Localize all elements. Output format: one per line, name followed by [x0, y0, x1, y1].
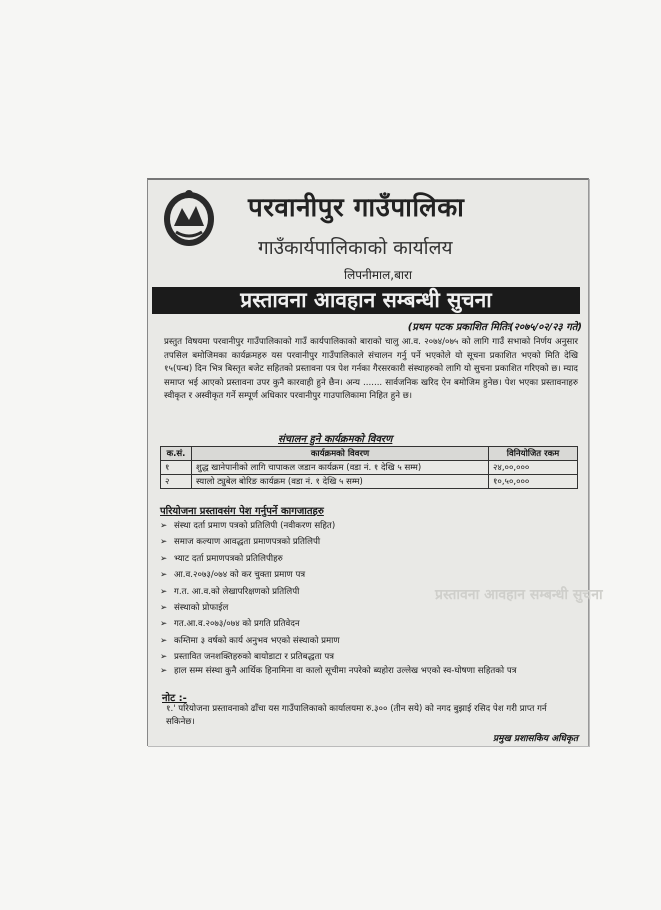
list-item: ➢ कम्तिमा ३ वर्षको कार्य अनुभव भएको संस्थाको प्रमाण — [160, 633, 578, 649]
documents-title: परियोजना प्रस्तावसंग पेश गर्नुपर्ने कागजातहरु — [160, 506, 324, 517]
table-cell-amount: २४,००,००० — [489, 461, 578, 475]
nepal-emblem-icon — [162, 188, 216, 248]
list-item: ➢ समाज कल्याण आवद्धता प्रमाणपत्रको प्रतिलिपी — [160, 534, 578, 550]
publication-date: (प्रथम पटक प्रकाशित मितिः(२०७५/०२/२३ गते) — [407, 322, 582, 333]
arrow-bullet-icon: ➢ — [160, 666, 168, 676]
column-header-amount: विनियोजित रकम — [489, 447, 578, 461]
table-row — [161, 461, 578, 475]
newspaper-clipping — [147, 178, 603, 746]
office-address: लिपनीमाल,बारा — [344, 268, 413, 282]
column-header-description: कार्यक्रमको विवरण — [192, 447, 489, 461]
arrow-bullet-icon: ➢ — [160, 570, 168, 581]
note-title: नोट :- — [162, 693, 187, 704]
table-header-row — [161, 447, 578, 461]
arrow-bullet-icon: ➢ — [160, 537, 168, 548]
note-text: १.' परियोजना प्रस्तावनाको ढाँचा यस गाउँपालिकाको कार्यालयमा रु.३०० (तीन सये) को नगद बुझाई रसिद पेश गरी प्राप्त गर्न सकिनेछ। — [166, 704, 547, 728]
program-table — [160, 446, 578, 489]
table-cell-sn: २ — [161, 475, 192, 489]
table-row — [161, 475, 578, 489]
list-item-last: ➢ हाल सम्म संस्था कुनै आर्थिक हिनामिना वा कालो सूचीमा नपरेको ब्यहोरा उल्लेख भएको स्व-घोषणा सहितको पत्र — [160, 666, 517, 676]
office-name: गाउँकार्यपालिकाको कार्यालय — [258, 237, 453, 259]
column-header-sn: क.सं. — [161, 447, 192, 461]
list-item: ➢ संस्थाको प्रोफाईल — [160, 600, 578, 616]
program-table-title: संचालन हुने कार्यक्रमको विवरण — [278, 434, 393, 445]
arrow-bullet-icon: ➢ — [160, 635, 168, 646]
arrow-bullet-icon: ➢ — [160, 553, 168, 564]
notice-body: प्रस्तुत विषयमा परवानीपुर गाउँपालिकाको गाउँ कार्यपालिकाको बाराको चालु आ.व. २०७४/०७५ को लागि गाउँ सभाको निर्णय अनुसार तपसिल बमोजिमका कार्यक्रमहरु यस परवानीपुर गाउँपालिकाले संचालन गर्नु पर्ने भएकोले यो सूचना प्रकाशित भएको मिति देखि १५(पन्ध) दिन भित्र बिस्तृत बजेट सहितको प्रस्तावना पत्र पेश गर्नका गैरसरकारी संस्थाहरुको लागि यो सुचना प्रकाशित गरिएको छ। म्याद समाप्त भई आएको प्रस्तावना उपर कुनै कारवाही हुने छैन। अन्य ....... सार्वजनिक खरिद ऐन बमोजिम हुनेछ। पेश भएका प्रस्तावनाहरु स्वीकृत र अस्वीकृत गर्ने सम्पूर्ण अधिकार परवानीपुर गाउपालिकामा निहित हुने छ। — [164, 337, 578, 402]
arrow-bullet-icon: ➢ — [160, 602, 168, 613]
table-cell-amount: १०,५०,००० — [489, 475, 578, 489]
table-cell-description: शुद्ध खानेपानीको लागि चापाकल जडान कार्यक्रम (वडा नं. १ देखि ५ सम्म) — [192, 461, 489, 475]
arrow-bullet-icon: ➢ — [160, 619, 168, 630]
list-item: ➢ संस्था दर्ता प्रमाण पत्रको प्रतिलिपी (नवीकरण सहित) — [160, 518, 578, 534]
municipality-name: परवानीपुर गाउँपालिका — [248, 193, 465, 223]
notice-title-banner: प्रस्तावना आवहान सम्बन्धी सुचना — [152, 287, 580, 314]
table-cell-description: स्यालो ट्युबेल बोरिङ कार्यक्रम (वडा नं. १ देखि ५ सम्म) — [192, 475, 489, 489]
arrow-bullet-icon: ➢ — [160, 586, 168, 597]
table-cell-sn: १ — [161, 461, 192, 475]
list-item: ➢ गत.आ.व.२०७३/०७४ को प्रगति प्रतिवेदन — [160, 616, 578, 632]
arrow-bullet-icon: ➢ — [160, 521, 168, 531]
list-item: ➢ प्रस्तावित जनशक्तिहरुको बायोडाटा र प्रतिबद्धता पत्र — [160, 649, 578, 665]
bleed-through-text: प्रस्तावना आवहान सम्बन्धी सुचना — [435, 587, 603, 603]
list-item: ➢ भ्याट दर्ता प्रमाणपत्रको प्रतिलिपीहरु — [160, 551, 578, 567]
list-item: ➢ आ.व.२०७३/०७४ को कर चुक्ता प्रमाण पत्र — [160, 567, 578, 583]
signature: प्रमुख प्रशासकिय अधिकृत — [492, 734, 578, 744]
arrow-bullet-icon: ➢ — [160, 652, 168, 663]
list-item: ➢ ग.त. आ.व.को लेखापरिक्षणको प्रतिलिपी — [160, 584, 578, 600]
